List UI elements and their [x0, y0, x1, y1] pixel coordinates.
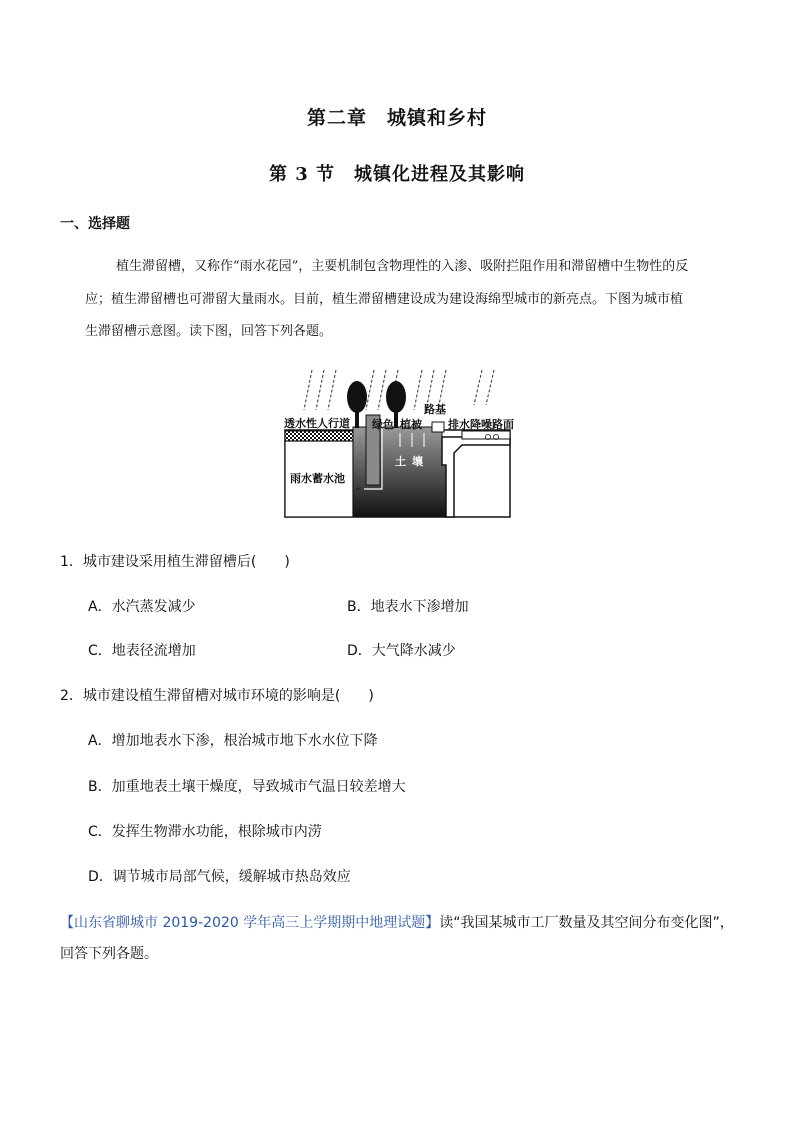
question-1-option-b: B．地表水下渗增加: [347, 599, 469, 615]
label-pool: 雨水蓄水池: [290, 472, 345, 485]
label-green-2: 植被: [400, 418, 422, 431]
question-1-option-c: C．地表径流增加: [88, 643, 196, 659]
walkway-strip: [285, 431, 353, 441]
intro-line-1: 植生滞留槽，又称作“雨水花园”，主要机制包含物理性的入渗、吸附拦阻作用和滞留槽中生物性的反: [116, 259, 689, 274]
part-heading: 一、选择题: [60, 216, 130, 232]
question-1-option-a: A．水汽蒸发减少: [88, 599, 196, 615]
label-roadbed: 路基: [424, 403, 446, 416]
source-name: 山东省聊城市 2019-2020 学年高三上学期期中地理试题: [74, 915, 426, 931]
roadbed: [442, 437, 510, 517]
question-2-option-c: C．发挥生物滞水功能，根除城市内涝: [88, 824, 322, 840]
diagram-figure: [282, 365, 522, 520]
source-line: [60, 912, 734, 932]
label-soil-1: 土: [395, 455, 406, 468]
intro-line-2: 应；植生滞留槽也可滞留大量雨水。目前，植生滞留槽建设成为建设海绵型城市的新亮点。下图为城市植: [85, 292, 684, 307]
chapter-title: 第二章 城镇和乡村: [306, 107, 487, 129]
intro-line-3: 生滞留槽示意图。读下图，回答下列各题。: [85, 324, 333, 339]
source-close-bracket: 】: [425, 915, 440, 931]
question-2-option-a: A．增加地表水下渗，根治城市地下水水位下降: [88, 733, 378, 749]
section-title: 第 3 节 城镇化进程及其影响: [268, 164, 526, 185]
tree-left: [347, 381, 367, 428]
source-line-2: 回答下列各题。: [60, 946, 158, 962]
bioretention-diagram: [282, 365, 522, 524]
question-2-option-d: D．调节城市局部气候，缓解城市热岛效应: [88, 869, 351, 885]
label-green-1: 绿色: [372, 418, 394, 431]
label-walkway: 透水性人行道: [284, 417, 350, 430]
label-soil-2: 壤: [412, 455, 423, 468]
question-2-stem: 2．城市建设植生滞留槽对城市环境的影响是( ): [60, 688, 374, 704]
source-text: 读“我国某城市工厂数量及其空间分布变化图”，: [439, 915, 734, 931]
question-2-option-b: B．加重地表土壤干燥度，导致城市气温日较差增大: [88, 779, 406, 795]
question-1-option-d: D．大气降水减少: [347, 643, 456, 659]
source-open-bracket: 【: [60, 915, 74, 931]
question-1-stem: 1．城市建设采用植生滞留槽后( ): [60, 554, 290, 570]
label-road: 排水降噪路面: [448, 418, 514, 431]
